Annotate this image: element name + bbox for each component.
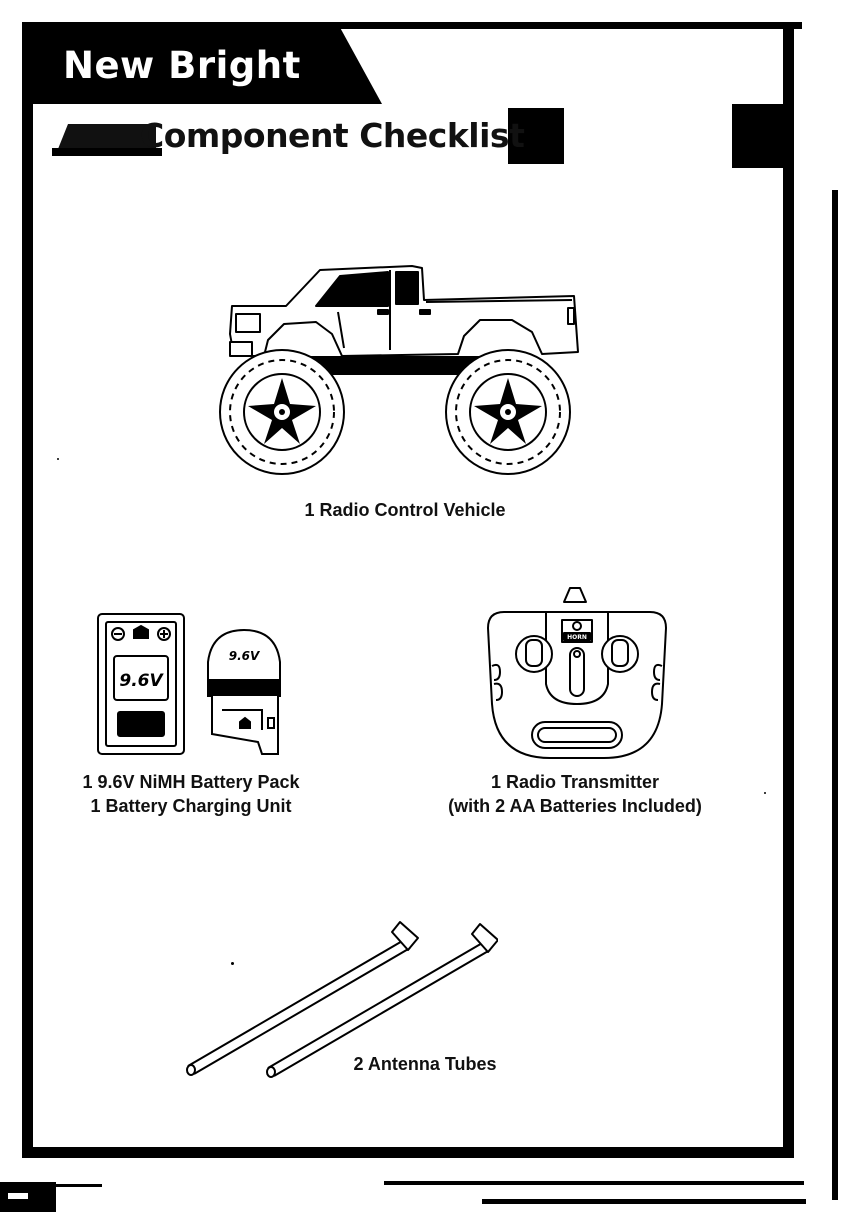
truck-illustration	[212, 262, 584, 476]
transmitter-caption-line1: 1 Radio Transmitter	[490, 772, 660, 792]
bottom-corner-slot	[8, 1193, 28, 1199]
bottom-rule	[384, 1181, 804, 1185]
scan-speck	[231, 962, 234, 965]
battery-caption-line2: 1 Battery Charging Unit	[90, 796, 292, 816]
horn-button-label: HORN	[567, 634, 587, 641]
charger-label: 9.6V	[228, 649, 260, 663]
side-tab-marker	[732, 104, 790, 168]
title-band	[52, 112, 564, 168]
battery-charger-illustration	[202, 626, 286, 758]
bottom-rule	[482, 1199, 806, 1204]
right-edge-rule	[832, 190, 838, 1200]
page-title: Component Checklist	[140, 116, 525, 155]
bottom-rule	[56, 1184, 102, 1187]
brand-name: New Bright	[63, 44, 301, 87]
vehicle-caption: 1 Radio Control Vehicle	[304, 500, 506, 520]
battery-caption-line1: 1 9.6V NiMH Battery Pack	[82, 772, 300, 792]
battery-pack-illustration	[96, 612, 188, 758]
battery-pack-label: 9.6V	[119, 671, 163, 691]
scan-speck	[57, 458, 59, 460]
antenna-caption: 2 Antenna Tubes	[353, 1054, 497, 1074]
transmitter-caption-line2: (with 2 AA Batteries Included)	[448, 796, 702, 816]
transmitter-illustration	[484, 584, 670, 762]
scan-speck	[764, 792, 766, 794]
